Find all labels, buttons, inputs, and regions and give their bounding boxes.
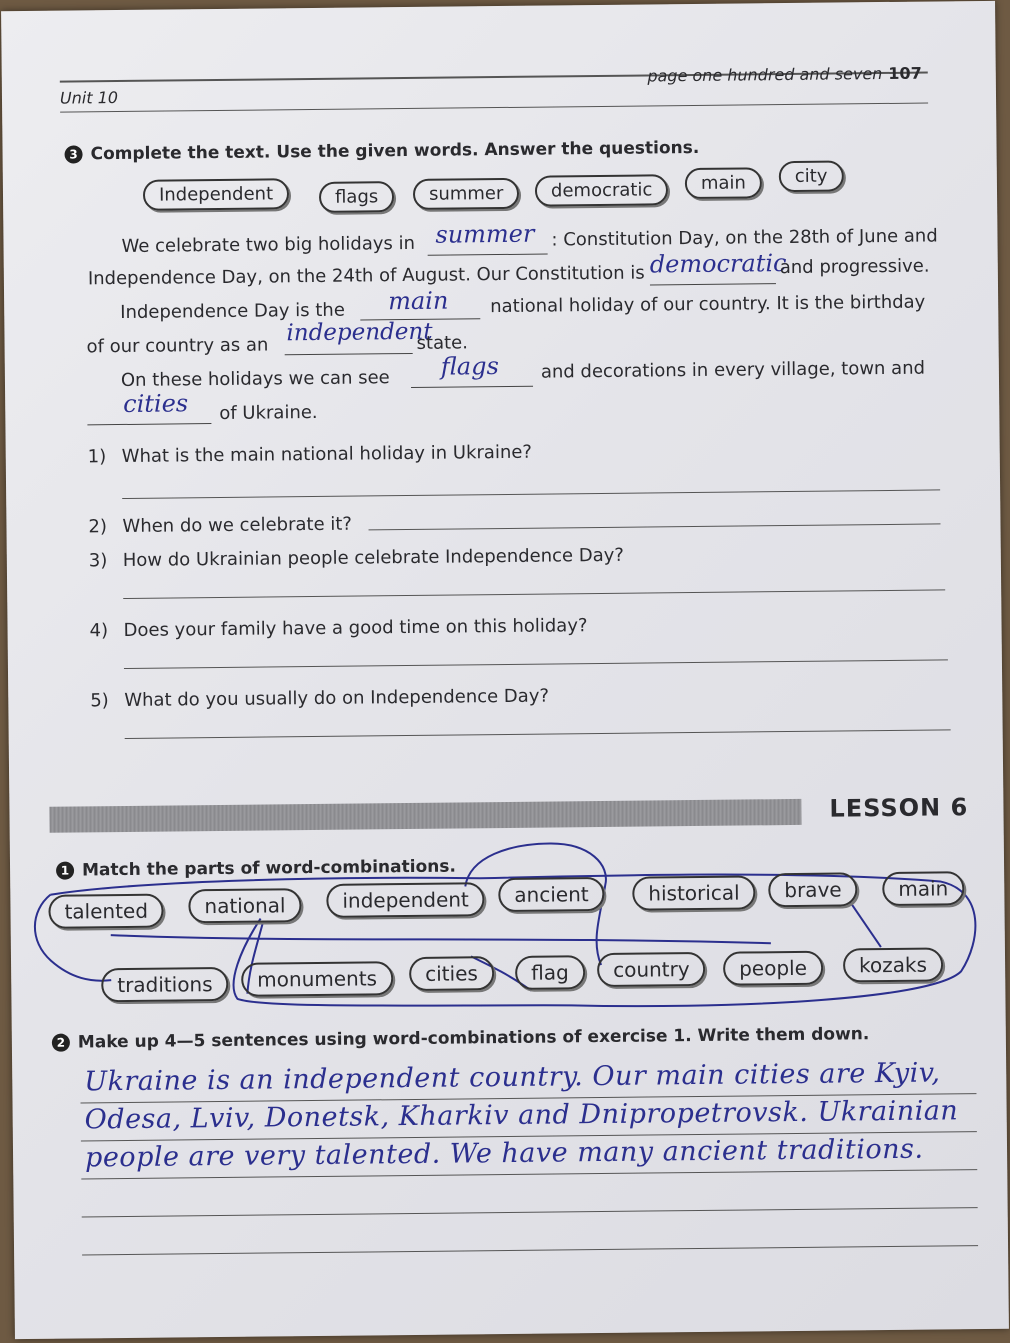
answer-cities: cities xyxy=(123,389,189,418)
text-p3-b: and decorations in every village, town and xyxy=(540,357,926,383)
word-independent: independent xyxy=(326,882,485,918)
question-5-number: 5) xyxy=(90,690,109,712)
answer-main: main xyxy=(387,286,449,316)
page-number: 107 xyxy=(888,63,922,83)
exercise-1-number: 1 xyxy=(56,862,74,880)
text-p2-d: state. xyxy=(416,332,469,354)
word-ancient: ancient xyxy=(498,877,605,912)
written-sentence-1: Ukraine is an independent country. Our main cities are Kyiv, xyxy=(84,1057,941,1098)
word-bank-democratic: democratic xyxy=(535,174,669,206)
word-bank-city: city xyxy=(779,160,844,192)
question-3-text: How do Ukrainian people celebrate Independence Day? xyxy=(122,544,624,571)
word-monuments: monuments xyxy=(241,961,393,997)
word-country: country xyxy=(597,952,706,987)
word-main: main xyxy=(882,871,964,906)
word-historical: historical xyxy=(632,875,756,910)
text-p2-c: of our country as an xyxy=(86,334,269,358)
word-traditions: traditions xyxy=(101,967,229,1002)
word-talented: talented xyxy=(48,894,164,929)
answer-democratic: democratic xyxy=(649,249,787,279)
exercise-2-instruction: Make up 4—5 sentences using word-combinations of exercise 1. Write them down. xyxy=(77,1024,870,1053)
word-kozaks: kozaks xyxy=(843,947,943,982)
word-bank-flags: flags xyxy=(319,181,394,213)
answer-summer: summer xyxy=(435,219,535,249)
written-sentence-3: people are very talented. We have many ancient traditions. xyxy=(84,1133,924,1174)
word-people: people xyxy=(723,951,823,986)
lesson-title: LESSON 6 xyxy=(829,793,969,823)
word-flag: flag xyxy=(515,955,585,990)
question-2-number: 2) xyxy=(88,516,108,538)
unit-label: Unit 10 xyxy=(59,88,119,108)
text-p1-d: and progressive. xyxy=(779,255,930,279)
link-brave-kozaks xyxy=(850,902,880,947)
exercise-1-instruction: Match the parts of word-combinations. xyxy=(81,856,456,881)
exercise-3-instruction: Complete the text. Use the given words. Answer the questions. xyxy=(90,137,700,165)
text-p3-c: of Ukraine. xyxy=(219,401,318,424)
question-2-text: When do we celebrate it? xyxy=(122,513,353,537)
word-bank-main: main xyxy=(685,167,762,199)
question-1-text: What is the main national holiday in Ukraine? xyxy=(121,441,533,468)
workbook-page xyxy=(1,1,1009,1339)
word-bank-independent: Independent xyxy=(143,178,289,211)
text-p1-c: Independence Day, on the 24th of August. Our Constitution is xyxy=(87,262,645,290)
text-p3-a: On these holidays we can see xyxy=(120,367,390,392)
link-talented-people xyxy=(111,928,771,950)
text-p1-a: We celebrate two big holidays in xyxy=(121,232,416,257)
exercise-3-number: 3 xyxy=(64,145,82,163)
text-p2-a: Independence Day is the xyxy=(120,299,345,324)
exercise-2-number: 2 xyxy=(52,1034,70,1052)
word-national: national xyxy=(188,888,301,923)
question-3-number: 3) xyxy=(88,550,108,572)
answer-independent: independent xyxy=(286,318,433,347)
word-cities: cities xyxy=(409,956,494,991)
question-5-text: What do you usually do on Independence Day? xyxy=(124,685,550,711)
text-p1-b: : Constitution Day, on the 28th of June and xyxy=(551,225,938,251)
page-words: page one hundred and seven xyxy=(647,64,883,86)
word-bank-summer: summer xyxy=(413,178,520,210)
text-p2-b: national holiday of our country. It is the birthday xyxy=(490,291,926,318)
question-4-number: 4) xyxy=(89,620,109,642)
answer-flags: flags xyxy=(440,352,499,381)
word-brave: brave xyxy=(768,872,858,907)
question-4-text: Does your family have a good time on this holiday? xyxy=(123,615,588,641)
written-sentence-2: Odesa, Lviv, Donetsk, Kharkiv and Dnipropetrovsk. Ukrainian xyxy=(84,1095,959,1136)
question-1-number: 1) xyxy=(87,446,107,468)
